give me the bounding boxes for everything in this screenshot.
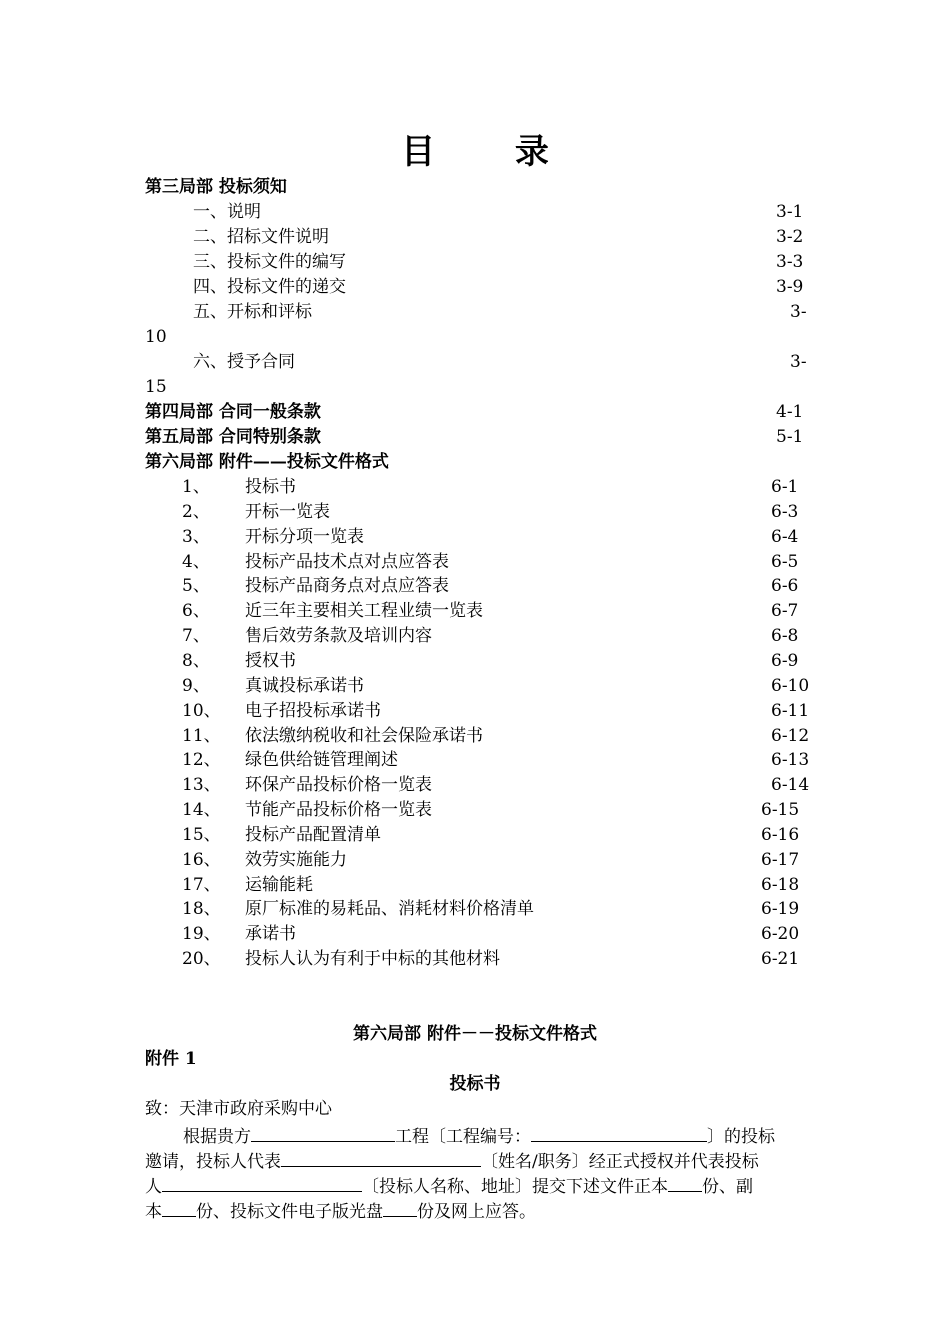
toc-entry-page: 3- <box>790 302 807 322</box>
toc-entry-number: 12、 <box>182 750 221 771</box>
toc-entry-label: 环保产品投标价格一览表 <box>245 775 432 796</box>
toc-entry-number: 17、 <box>182 874 221 895</box>
toc-entry-page: 3-1 <box>776 202 804 222</box>
toc-title: 目 录 <box>401 132 583 172</box>
original-copies-blank[interactable] <box>668 1172 702 1192</box>
toc-entry-page: 6-13 <box>771 750 810 771</box>
toc-entry-number: 7、 <box>182 626 210 647</box>
toc-entry-label: 投标产品配置清单 <box>245 824 381 845</box>
toc-entry-number: 5、 <box>182 576 210 597</box>
toc-entry-label: 开标一览表 <box>245 501 330 522</box>
toc-entry-label: 依法缴纳税收和社会保险承诺书 <box>245 725 483 746</box>
toc-entry-page: 6-1 <box>771 477 799 497</box>
toc-entry-label: 承诺书 <box>245 924 296 945</box>
document-title: 投标书 <box>449 1074 501 1094</box>
bidder-name-blank[interactable] <box>162 1172 362 1192</box>
toc-entry-number: 2、 <box>182 501 210 522</box>
toc-entry-page: 3- <box>790 352 807 372</box>
toc-entry-label: 节能产品投标价格一览表 <box>245 800 432 821</box>
toc-entry-page-wrap: 10 <box>145 327 167 347</box>
duplicate-copies-blank[interactable] <box>162 1197 196 1217</box>
toc-entry-page: 6-7 <box>771 601 799 622</box>
toc-entry-label: 原厂标准的易耗品、消耗材料价格清单 <box>245 899 534 920</box>
text-run: 份及网上应答。 <box>417 1202 536 1222</box>
toc-entry-page: 6-11 <box>771 700 810 721</box>
paragraph-line-2 <box>145 1147 807 1175</box>
toc-entry-number: 4、 <box>182 551 210 572</box>
toc-entry-label: 开标分项一览表 <box>245 526 364 547</box>
toc-entry-number: 9、 <box>182 675 210 696</box>
paragraph-line-3 <box>145 1172 807 1200</box>
text-run: 份、副 <box>702 1177 753 1197</box>
toc-entry-label: 绿色供给链管理阐述 <box>245 750 398 771</box>
toc-entry-label: 一、说明 <box>193 202 261 222</box>
toc-entry-number: 1、 <box>182 477 210 497</box>
toc-entry-number: 6、 <box>182 601 210 622</box>
toc-part5-page: 5-1 <box>776 427 804 447</box>
toc-part6-heading: 第六局部 附件——投标文件格式 <box>145 452 389 472</box>
disc-copies-blank[interactable] <box>383 1197 417 1217</box>
text-run: 本 <box>145 1202 162 1222</box>
toc-entry-page: 6-15 <box>761 800 800 821</box>
toc-entry-label: 六、授予合同 <box>193 352 295 372</box>
toc-entry-number: 3、 <box>182 526 210 547</box>
toc-entry-page: 6-14 <box>771 775 810 796</box>
project-number-blank[interactable] <box>531 1122 707 1142</box>
toc-entry-label: 真诚投标承诺书 <box>245 675 364 696</box>
toc-entry-label: 投标产品商务点对点应答表 <box>245 576 449 597</box>
toc-entry-page: 6-18 <box>761 874 800 895</box>
toc-entry-number: 18、 <box>182 899 221 920</box>
toc-entry-page: 6-16 <box>761 824 800 845</box>
toc-entry-number: 13、 <box>182 775 221 796</box>
toc-part4-heading: 第四局部 合同一般条款 <box>145 402 321 422</box>
toc-entry-page: 6-8 <box>771 626 799 647</box>
text-run: 〔姓名/职务〕经正式授权并代表投标 <box>481 1152 759 1172</box>
toc-entry-label: 授权书 <box>245 650 296 671</box>
toc-entry-label: 投标产品技术点对点应答表 <box>245 551 449 572</box>
toc-entry-page: 6-9 <box>771 650 799 671</box>
annex-label: 附件 1 <box>145 1049 197 1069</box>
text-run: 〕的投标 <box>707 1127 775 1147</box>
toc-entry-page: 6-21 <box>761 949 800 970</box>
text-run: 〔投标人名称、地址〕提交下述文件正本 <box>362 1177 668 1197</box>
toc-entry-label: 电子招投标承诺书 <box>245 700 381 721</box>
toc-entry-page: 3-9 <box>776 277 804 297</box>
toc-entry-page: 3-3 <box>776 252 804 272</box>
text-run: 人 <box>145 1177 162 1197</box>
toc-entry-page: 6-10 <box>771 675 810 696</box>
toc-entry-number: 14、 <box>182 800 221 821</box>
toc-entry-page-wrap: 15 <box>145 377 167 397</box>
toc-part3-heading: 第三局部 投标须知 <box>145 177 287 197</box>
text-run: 根据贵方 <box>183 1127 251 1147</box>
toc-entry-number: 10、 <box>182 700 221 721</box>
toc-entry-page: 6-6 <box>771 576 799 597</box>
project-name-blank[interactable] <box>251 1122 395 1142</box>
section-heading: 第六局部 附件－－投标文件格式 <box>353 1024 597 1044</box>
paragraph-line-4 <box>145 1197 807 1225</box>
toc-entry-page: 6-3 <box>771 501 799 522</box>
toc-entry-label: 运输能耗 <box>245 874 313 895</box>
toc-entry-page: 6-19 <box>761 899 800 920</box>
toc-entry-number: 20、 <box>182 949 221 970</box>
toc-entry-number: 8、 <box>182 650 210 671</box>
toc-entry-number: 11、 <box>182 725 221 746</box>
toc-entry-label: 三、投标文件的编写 <box>193 252 346 272</box>
toc-entry-page: 6-12 <box>771 725 810 746</box>
toc-entry-page: 6-17 <box>761 849 800 870</box>
paragraph-line-1 <box>145 1122 807 1150</box>
toc-entry-page: 6-4 <box>771 526 799 547</box>
toc-entry-label: 投标书 <box>245 477 296 497</box>
toc-entry-page: 6-5 <box>771 551 799 572</box>
toc-entry-label: 四、投标文件的递交 <box>193 277 346 297</box>
toc-entry-label: 效劳实施能力 <box>245 849 347 870</box>
addressee: 致：天津市政府采购中心 <box>145 1099 332 1119</box>
toc-entry-number: 16、 <box>182 849 221 870</box>
toc-entry-label: 近三年主要相关工程业绩一览表 <box>245 601 483 622</box>
toc-entry-label: 二、招标文件说明 <box>193 227 329 247</box>
toc-entry-label: 售后效劳条款及培训内容 <box>245 626 432 647</box>
toc-entry-page: 3-2 <box>776 227 804 247</box>
toc-entry-label: 五、开标和评标 <box>193 302 312 322</box>
toc-entry-number: 15、 <box>182 824 221 845</box>
text-run: 邀请，投标人代表 <box>145 1152 281 1172</box>
toc-part5-heading: 第五局部 合同特别条款 <box>145 427 321 447</box>
text-run: 份、投标文件电子版光盘 <box>196 1202 383 1222</box>
toc-entry-label: 投标人认为有利于中标的其他材料 <box>245 949 500 970</box>
toc-entry-page: 6-20 <box>761 924 800 945</box>
representative-blank[interactable] <box>281 1147 481 1167</box>
toc-part4-page: 4-1 <box>776 402 804 422</box>
text-run: 工程〔工程编号： <box>395 1127 531 1147</box>
toc-entry-number: 19、 <box>182 924 221 945</box>
